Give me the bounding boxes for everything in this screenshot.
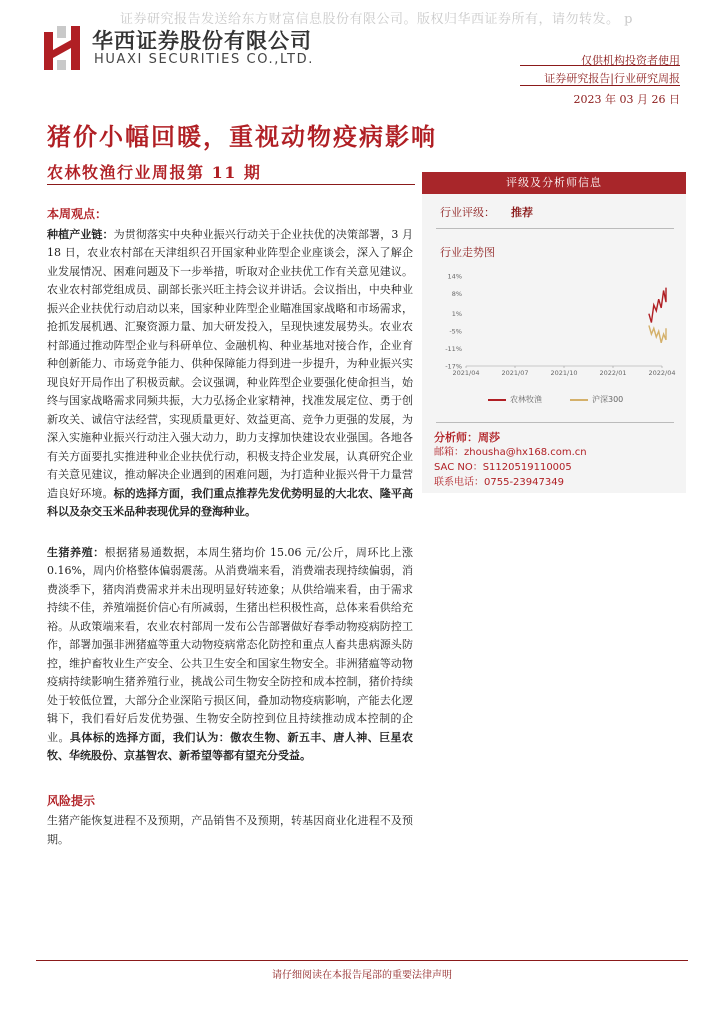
y-tick-label: 1% <box>451 310 462 319</box>
panel-divider <box>436 228 674 229</box>
pig-pick: 具体标的选择方面，我们认为：傲农生物、新五丰、唐人神、巨星农牧、华统股份、京基智农、新希望等都有望充分受益。 <box>47 730 414 762</box>
subtitle-divider <box>47 184 415 185</box>
x-tick-label: 2022/04 <box>648 369 676 377</box>
header-divider <box>520 85 680 86</box>
analyst-name: 周莎 <box>478 431 500 444</box>
seed-paragraph <box>47 226 413 522</box>
industry-rating <box>440 204 533 220</box>
legend-item-industry <box>488 394 542 405</box>
seed-text: 为贯彻落实中央种业振兴行动关于企业扶优的决策部署，3 月 18 日，农业农村部在天津组织召开国家种业阵型企业座谈会，深入了解企业发展情况、困难问题及下一步举措，听取对企业扶优工作有关意见建议。农业农村部党组成员、副部长张兴旺主持会议并讲话。会议指出，中央种业振兴企业扶优行动启动以来，国家种业阵型企业瞄准国家战略和市场需求，抢抓发展机遇、汇聚资源力量、加大研发投入，呈现快速发展势头。农业农村部通过推动阵型企业与科研单位、金融机构、种业基地对接合作，企业育种创新能力、市场竞争能力、供种保障能力得到进一步提升，为种业振兴实现良好开局作出了积极贡献。会议强调，种业阵型企业要强化使命担当，始终与国家战略需求同频共振，大力弘扬企业家精神，找准发展定位、勇于创新攻关、诚信守法经营，实现质量更好、效益更高、竞争力更强的发展，为深入实施种业振兴行动注入强大动力，助力支撑加快建设农业强国。各地各有关方面要扎实推进种业企业扶优行动，积极支持企业发展，认真研究企业有关意见建议，推动解决企业遇到的困难问题，为打造种业振兴骨干力量营造良好环境。 <box>47 227 413 500</box>
legend-label-industry: 农林牧渔 <box>510 395 542 404</box>
analyst-sac: SAC NO：S1120519110005 <box>434 462 572 473</box>
rating-value: 推荐 <box>511 206 533 219</box>
rating-label: 行业评级： <box>440 206 495 219</box>
pig-label: 生猪养殖： <box>47 545 105 559</box>
analyst-label: 分析师： <box>434 431 478 444</box>
risk-text: 生猪产能恢复进程不及预期，产品销售不及预期，转基因商业化进程不及预期。 <box>47 814 413 846</box>
x-tick-label: 2021/04 <box>452 369 480 377</box>
risk-heading: 风险提示 <box>47 793 96 808</box>
series-line-industry <box>649 288 666 323</box>
analyst-row <box>434 430 587 445</box>
legend-swatch-csi300 <box>570 399 588 401</box>
seed-pick: 标的选择方面，我们重点推荐先发优势明显的大北农、隆平高科以及杂交玉米品种表现优异的登海种业。 <box>47 486 413 518</box>
legal-notice[interactable]: 请仔细阅读在本报告尾部的重要法律声明 <box>272 970 452 981</box>
x-tick-label: 2021/10 <box>550 369 578 377</box>
company-name-en: HUAXI SECURITIES CO.,LTD. <box>94 52 314 67</box>
view-heading: 本周观点： <box>47 207 108 221</box>
y-tick-label: -5% <box>449 327 462 336</box>
report-date: 2023 年 03 月 26 日 <box>573 93 680 106</box>
pig-paragraph <box>47 544 413 766</box>
y-tick-label: 8% <box>451 289 462 298</box>
y-tick-label: -11% <box>445 345 462 354</box>
report-subtitle: 农林牧渔行业周报第 11 期 <box>47 163 262 182</box>
chart-legend <box>422 388 686 408</box>
huaxi-logo-icon <box>44 26 80 70</box>
trend-chart-title: 行业走势图 <box>440 246 495 259</box>
report-body <box>47 205 413 849</box>
company-name-cn: 华西证券股份有限公司 <box>92 29 312 53</box>
series-line-csi300 <box>649 325 666 342</box>
report-type: 证券研究报告|行业研究周报 <box>544 72 680 85</box>
rating-analyst-panel <box>422 172 686 493</box>
footer-divider <box>36 960 688 961</box>
panel-divider <box>436 422 674 423</box>
usage-note: 仅供机构投资者使用 <box>581 54 680 67</box>
watermark-notice: 证券研究报告发送给东方财富信息股份有限公司。版权归华西证券所有，请勿转发。 p <box>120 12 633 27</box>
seed-label: 种植产业链： <box>47 227 114 241</box>
trend-chart <box>436 268 680 408</box>
analyst-phone: 联系电话：0755-23947349 <box>434 477 564 488</box>
x-tick-label: 2022/01 <box>599 369 627 377</box>
legend-item-csi300 <box>570 394 623 405</box>
report-title: 猪价小幅回暖，重视动物疫病影响 <box>47 122 437 151</box>
y-tick-label: -17% <box>445 362 462 371</box>
legend-label-csi300: 沪深300 <box>592 395 624 404</box>
analyst-email[interactable]: 邮箱：zhousha@hx168.com.cn <box>434 447 587 458</box>
panel-heading: 评级及分析师信息 <box>422 172 686 194</box>
y-tick-label: 14% <box>447 272 462 281</box>
legend-swatch-industry <box>488 399 506 401</box>
x-tick-label: 2021/07 <box>501 369 529 377</box>
pig-text: 根据猪易通数据，本周生猪均价 15.06 元/公斤，周环比上涨 0.16%，周内价格整体偏弱震荡。从消费端来看，消费端表现持续偏弱，消费淡季下，猪肉消费需求并未出现明显好转迹象；从供给端来看，由于需求持续不佳，养殖端挺价信心有所减弱，生猪出栏积极性高，总体来看供给充裕。从政策端来看，农业农村部周一发布公告部署做好春季动物疫病防控工作，部署加强非洲猪瘟等重大动物疫病常态化防控和重点人畜共患病源头防控，维护畜牧业生产安全、公共卫生安全和国家生物安全。非洲猪瘟等动物疫病持续影响生猪养殖行业，挑战公司生物安全防控和成本控制，猪价持续处于较低位置，大部分企业深陷亏损区间，叠加动物疫病影响，产能去化逻辑下，我们看好后发优势强、生物安全防控到位且持续推动成本控制的企业。 <box>47 545 413 744</box>
company-logo <box>44 24 344 74</box>
header-divider <box>520 65 680 66</box>
analyst-info <box>434 430 587 490</box>
